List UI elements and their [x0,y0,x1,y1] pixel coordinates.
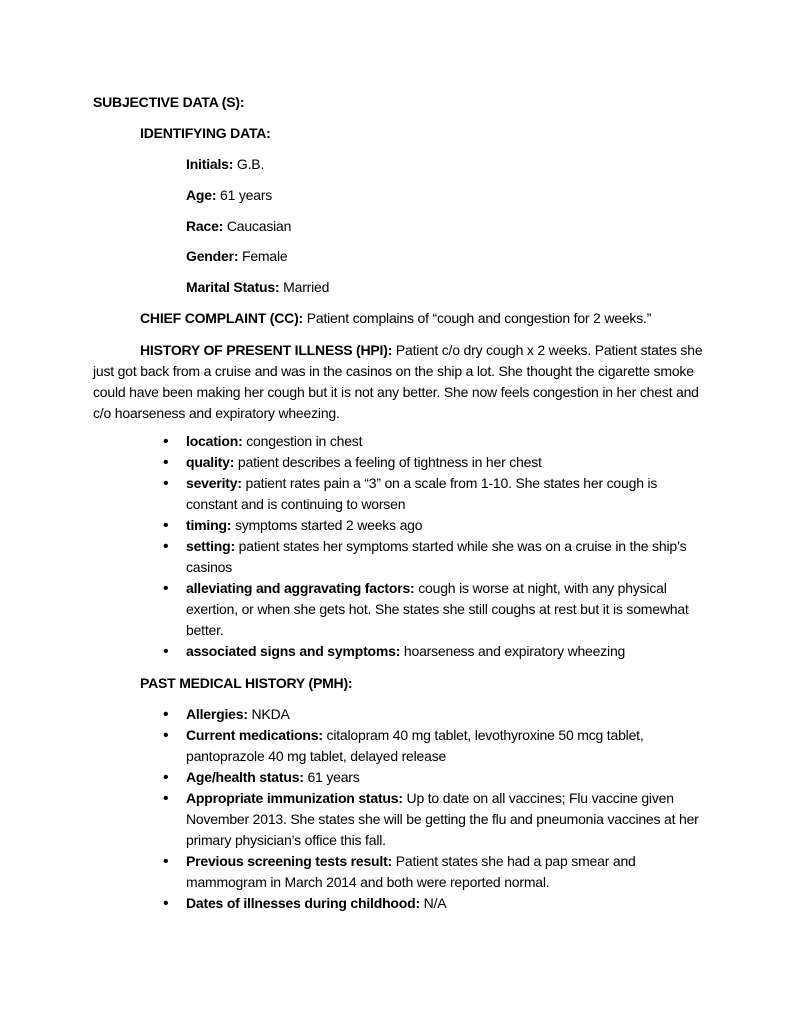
field-race: Race: Caucasian [186,218,292,234]
list-item: • Dates of illnesses during childhood: N/A [186,893,706,914]
list-item: • severity: patient rates pain a “3” on a scale from 1-10. She states her cough is constant and is continuing to worsen [186,473,706,515]
hpi-paragraph: HISTORY OF PRESENT ILLNESS (HPI): Patient c/o dry cough x 2 weeks. Patient states she just got back from a cruise and was in the casinos on the ship a lot. She thought the cigarette smoke could have been making her cough but it is not any better. She now feels congestion in her chest and c/o hoarseness and expiratory wheezing. [93,342,703,421]
chief-complaint: CHIEF COMPLAINT (CC): Patient complains of “cough and congestion for 2 weeks.” [140,310,652,326]
section-heading-subjective: SUBJECTIVE DATA (S): [93,94,245,110]
list-item: • quality: patient describes a feeling of tightness in her chest [186,452,706,473]
list-item: • Allergies: NKDA [186,704,706,725]
field-age: Age: 61 years [186,187,273,203]
field-initials: Initials: G.B. [186,156,265,172]
list-item: • alleviating and aggravating factors: cough is worse at night, with any physical exertion, or when she gets hot. She states she still coughs at rest but it is somewhat better. [186,578,706,641]
list-item: • location: congestion in chest [186,431,706,452]
list-item: • setting: patient states her symptoms started while she was on a cruise in the ship’s casinos [186,536,706,578]
hpi-list [186,431,706,662]
list-item: • Appropriate immunization status: Up to date on all vaccines; Flu vaccine given November 2013. She states she will be getting the flu and pneumonia vaccines at her primary physician’s office this fall. [186,788,706,851]
list-item: • associated signs and symptoms: hoarseness and expiratory wheezing [186,641,706,662]
list-item: • Age/health status: 61 years [186,767,706,788]
pmh-list [186,704,706,914]
list-item: • timing: symptoms started 2 weeks ago [186,515,706,536]
section-heading-identifying: IDENTIFYING DATA: [140,125,271,141]
section-heading-pmh: PAST MEDICAL HISTORY (PMH): [140,675,353,691]
field-gender: Gender: Female [186,248,288,264]
list-item: • Previous screening tests result: Patient states she had a pap smear and mammogram in March 2014 and both were reported normal. [186,851,706,893]
list-item: • Current medications: citalopram 40 mg tablet, levothyroxine 50 mcg tablet, pantoprazole 40 mg tablet, delayed release [186,725,706,767]
field-marital-status: Marital Status: Married [186,279,330,295]
